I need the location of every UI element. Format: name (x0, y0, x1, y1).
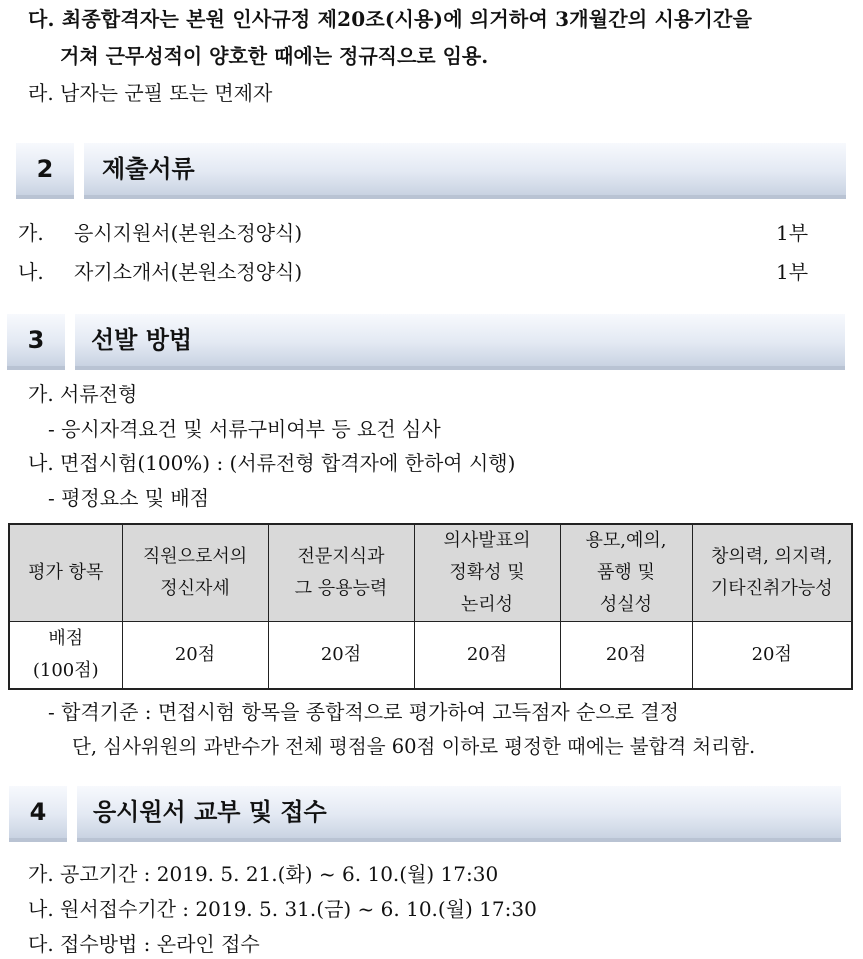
section-number-box (9, 786, 67, 838)
application-receipt-period: 나. 원서접수기간 : 2019. 5. 31.(금) ~ 6. 10.(월) 17:30 (28, 897, 537, 921)
doc-qty-ga: 1부 (776, 221, 809, 245)
section-title-box (77, 786, 841, 838)
doc-label-ga: 가. (18, 221, 44, 245)
score-cell: 20점 (560, 622, 692, 690)
table-header-cell: 의사발표의 정확성 및 논리성 (414, 524, 560, 622)
application-period: 가. 공고기간 : 2019. 5. 21.(화) ~ 6. 10.(월) 17:30 (28, 862, 499, 886)
section-header-3 (7, 314, 845, 366)
table-header-cell: 창의력, 의지력, 기타진취가능성 (692, 524, 852, 622)
section-title-box (84, 143, 846, 195)
table-header-cell: 전문지식과 그 응용능력 (268, 524, 414, 622)
score-table (8, 523, 853, 690)
section-title: 선발 방법 (91, 326, 193, 354)
doc-name-ga: 응시지원서(본원소정양식) (74, 221, 303, 245)
score-cell: 20점 (268, 622, 414, 690)
table-header-cell: 직원으로서의 정신자세 (122, 524, 268, 622)
pass-criteria-1: - 합격기준 : 면접시험 항목을 종합적으로 평가하여 고득점자 순으로 결정 (48, 700, 679, 724)
section-title: 제출서류 (102, 155, 195, 183)
section-number: 2 (36, 155, 54, 183)
section-number: 3 (27, 326, 45, 354)
score-cell: 20점 (414, 622, 560, 690)
table-header-cell: 평가 항목 (9, 524, 122, 622)
row-label-cell: 배점 (100점) (9, 622, 122, 690)
selection-na: 나. 면접시험(100%) : (서류전형 합격자에 한하여 시행) (28, 451, 516, 475)
pass-criteria-2: 단, 심사위원의 과반수가 전체 평점을 60점 이하로 평정한 때에는 불합격 처리함. (72, 735, 756, 758)
table-header-row (9, 524, 852, 622)
section-number-box (7, 314, 65, 366)
score-cell: 20점 (122, 622, 268, 690)
table-row (9, 622, 852, 690)
clause-da-line-2: 거쳐 근무성적이 양호한 때에는 정규직으로 임용. (60, 44, 489, 68)
selection-ga-sub: - 응시자격요건 및 서류구비여부 등 요건 심사 (48, 417, 441, 441)
section-number-box (16, 143, 74, 195)
section-header-4 (9, 786, 841, 838)
selection-ga: 가. 서류전형 (28, 382, 138, 406)
section-title-box (75, 314, 845, 366)
section-title: 응시원서 교부 및 접수 (93, 798, 327, 826)
doc-name-na: 자기소개서(본원소정양식) (74, 260, 303, 284)
doc-label-na: 나. (18, 260, 44, 284)
table-header-cell: 용모,예의, 품행 및 성실성 (560, 524, 692, 622)
application-method: 다. 접수방법 : 온라인 접수 (28, 932, 260, 956)
section-number: 4 (29, 798, 47, 826)
clause-da-line-1: 다. 최종합격자는 본원 인사규정 제20조(시용)에 의거하여 3개월간의 시용기간을 (28, 7, 753, 31)
score-cell: 20점 (692, 622, 852, 690)
clause-ra: 라. 남자는 군필 또는 면제자 (28, 81, 273, 105)
selection-na-sub: - 평정요소 및 배점 (48, 486, 210, 510)
doc-qty-na: 1부 (776, 260, 809, 284)
section-header-2 (16, 143, 846, 195)
